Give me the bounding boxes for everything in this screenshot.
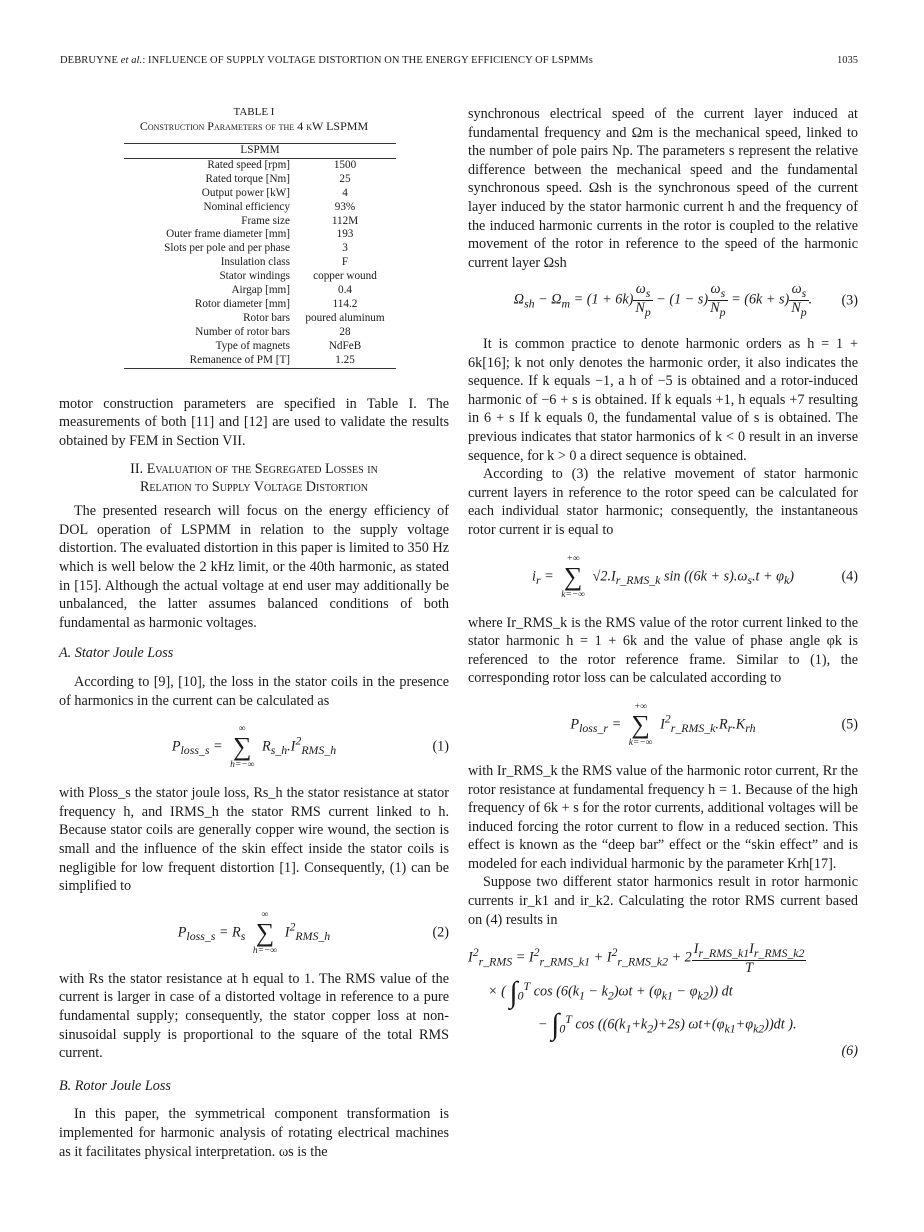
table-row: [124, 340, 396, 354]
equation-3: $\Omega_{sh} - \Omega_m = (1 + 6k)$ $\frac{\omega_s}{N_p}$ − (1 − s) $\frac{\omega_s}{N_p}$ = (6k + s) $\frac{\omega_s}{N_p}$ . (3): [513, 281, 858, 319]
table-row: [124, 215, 396, 229]
param-name: Insulation class: [220, 256, 290, 269]
param-name: Stator windings: [219, 270, 290, 283]
param-name: Output power [kW]: [201, 186, 290, 199]
param-name: Frame size: [241, 214, 290, 227]
right-column: [468, 105, 858, 1062]
running-header: DEBRUYNE et al.: INFLUENCE OF SUPPLY VOLTAGE DISTORTION ON THE ENERGY EFFICIENCY OF LSPMMs: [60, 55, 593, 66]
subsection-heading: A. Stator Joule Loss: [59, 645, 174, 662]
parameters-table: [124, 143, 396, 369]
table-header: LSPMM: [124, 144, 396, 159]
paragraph: It is common practice to denote harmonic orders as h = 1 + 6k[16]; k not only denotes the harmonic order, it also indicates the sequence. If k equals −1, a h of −5 is obtained and a rotor-induced harmonic of −6 + s is obtained. If k equals +1, h equals +7 resulting in 6 + s If k equals 0, the fundamental value of s is obtained. The previous indicates that stator harmonics of k < 0 result in an inverse sequence, for k > 0 a direct sequence is obtained.: [468, 336, 858, 464]
paragraph: with Ir_RMS_k the RMS value of the harmonic rotor current, Rr the rotor resistance at fundamental frequency h = 1. Because of the high frequency of 6k + s for the rotor currents, additional voltages will be induced forcing the rotor current to flow in a reduced section. This effect is known as the “deep bar” effect or the “skin effect” and is modeled for each individual harmonic by the parameter Krh[17].: [468, 762, 858, 872]
table-row: [124, 187, 396, 201]
equation-number: (6): [841, 1043, 858, 1060]
table-row: [124, 242, 396, 256]
param-name: Slots per pole and per phase: [164, 242, 290, 255]
param-value: 93%: [334, 200, 356, 213]
param-name: Rated torque [Nm]: [205, 172, 290, 185]
param-value: 112M: [331, 214, 359, 227]
equation-1: $P_{loss\_s}$ = ∞ ∑ h=−∞ $R_{s\_h}.I^2_{RMS\_h}$ (1): [171, 724, 449, 771]
paragraph: The presented research will focus on the energy efficiency of DOL operation of LSPMM in relation to the supply voltage distortion. The evaluated distortion in this paper is limited to 350 Hz which is well below the 2 kHz limit, or the 40th harmonic, as stated in [15]. Although the actual voltage at end user may additionally be unbalanced, the latter assumes balanced conditions of both fundamental as harmonic voltages.: [59, 503, 449, 631]
table-row: [124, 312, 396, 326]
param-name: Rotor bars: [243, 311, 290, 324]
table-row: [124, 284, 396, 298]
paragraph: According to (3) the relative movement of stator harmonic current layers in reference to the rotor speed can be calculated for each individual stator harmonic; consequently, the instantaneous rotor current ir is equal to: [468, 466, 858, 538]
param-value: 3: [342, 242, 348, 255]
equation-6: $I^2_{r\_RMS} = I^2_{r\_RMS\_k1} + I^2_{r\_RMS\_k2} + 2$ $\frac{I_{r\_RMS\_k1}I_{r\_RMS\_k2}}{T}$ × ( $\int_0^T$ $\cos (6(k_1 - k_2)\omega t + (\varphi_{k1} - \varphi_{k2}))$ dt − $\int_0^T$ $\cos ((6(k_1+k_2)+2s)$ $\omega t+(\varphi_{k1}+\varphi_{k2}))dt$ ). (6): [468, 941, 858, 1062]
param-name: Rotor diameter [mm]: [194, 297, 290, 310]
equation-number: (3): [841, 292, 858, 309]
param-value: 4: [342, 186, 348, 199]
param-name: Number of rotor bars: [195, 325, 290, 338]
table-row: [124, 354, 396, 368]
table-caption: Construction Parameters of the 4 kW LSPMM: [139, 119, 369, 133]
param-value: copper wound: [313, 270, 377, 283]
param-value: 193: [336, 228, 354, 241]
table-row: [124, 228, 396, 242]
paragraph: with Ploss_s the stator joule loss, Rs_h the stator resistance at stator frequency h, and IRMS_h the stator RMS current linked to h. Because stator coils are generally copper wire wound, the section is small and the influence of the skin effect inside the stator coils is negligible for low frequent distortion [1]. Consequently, (1) can be simplified to: [59, 785, 449, 895]
param-value: F: [341, 256, 349, 269]
paragraph: Suppose two different stator harmonics result in rotor harmonic currents ir_k1 and ir_k2. Calculating the rotor RMS current based on (4) results in: [468, 874, 858, 928]
table-row: [124, 256, 396, 270]
table-label: TABLE I: [233, 106, 275, 118]
table-row: [124, 173, 396, 187]
paragraph: with Rs the stator resistance at h equal to 1. The RMS value of the current is larger in case of a distorted voltage in reference to a pure fundamental supply; consequently, the stator copper loss at non-sinusoidal supply is proportional to the square of the total RMS current.: [59, 970, 449, 1062]
param-value: poured aluminum: [305, 311, 385, 324]
param-value: 25: [339, 172, 351, 185]
param-name: Remanence of PM [T]: [124, 354, 294, 368]
param-value: 1.25: [294, 354, 396, 368]
equation-number: (2): [432, 924, 449, 941]
equation-2: $P_{loss\_s} = R_s$ ∞ ∑ h=−∞ $I^2_{RMS\_h}$ (2): [177, 909, 449, 956]
param-name: Type of magnets: [215, 339, 290, 352]
page-number: 1035: [837, 55, 858, 66]
subsection-heading: B. Rotor Joule Loss: [59, 1077, 171, 1094]
param-name: Rated speed [rpm]: [207, 158, 290, 171]
paragraph: According to [9], [10], the loss in the stator coils in the presence of harmonics in the current can be calculated as: [59, 674, 449, 709]
table-row: [124, 298, 396, 312]
equation-number: (1): [432, 738, 449, 755]
param-name: Outer frame diameter [mm]: [166, 228, 290, 241]
left-column: [59, 105, 449, 1161]
table-row: [124, 326, 396, 340]
param-value: NdFeB: [328, 339, 362, 352]
param-value: 1500: [333, 158, 357, 171]
paragraph: In this paper, the symmetrical component transformation is implemented for harmonic analysis of rotating electrical machines as it facilitates physical interpretation. ωs is the: [59, 1106, 449, 1160]
equation-number: (4): [841, 568, 858, 585]
section-heading: II. Evaluation of the Segregated Losses in Relation to Supply Voltage Distortion: [130, 461, 378, 496]
paragraph: synchronous electrical speed of the current layer induced at fundamental frequency and Ωm is the mechanical speed, linked to the number of pole pairs Np. The parameters s represent the relative difference between the mechanical speed and the fundamental synchronous speed. Ωsh is the synchronous speed of the current layer induced by the stator harmonic current h and the frequency of the induced harmonic currents in the rotor is coupled to the relative movement of the rotor in reference to the speed of the harmonic current layer Ωsh: [468, 106, 858, 271]
equation-5: $P_{loss\_r}$ = +∞ ∑ k=−∞ $I^2_{r\_RMS\_k}.R_r.K_{rh}$ (5): [570, 701, 858, 748]
table-row: [124, 158, 396, 172]
equation-4: $i_r$ = +∞ ∑ k=−∞ $√2.I_{r\_RMS\_k}$ $\sin ((6k + s).\omega_s.t + \varphi_k)$ (4): [531, 553, 858, 600]
param-value: 28: [339, 325, 351, 338]
paragraph: motor construction parameters are specified in Table I. The measurements of both [11] and [12] are used to validate the results obtained by FEM in Section VII.: [59, 395, 449, 449]
param-name: Airgap [mm]: [231, 284, 290, 297]
param-value: 114.2: [332, 297, 358, 310]
equation-number: (5): [841, 716, 858, 733]
param-name: Nominal efficiency: [203, 200, 290, 213]
param-value: 0.4: [338, 284, 352, 297]
paragraph: where Ir_RMS_k is the RMS value of the rotor current linked to the stator harmonic h = 1 + 6k and the value of phase angle φk is referenced to the rotor reference frame. Similar to (1), the corresponding rotor loss can be calculated according to: [468, 614, 858, 687]
table-row: [124, 270, 396, 284]
table-row: [124, 201, 396, 215]
